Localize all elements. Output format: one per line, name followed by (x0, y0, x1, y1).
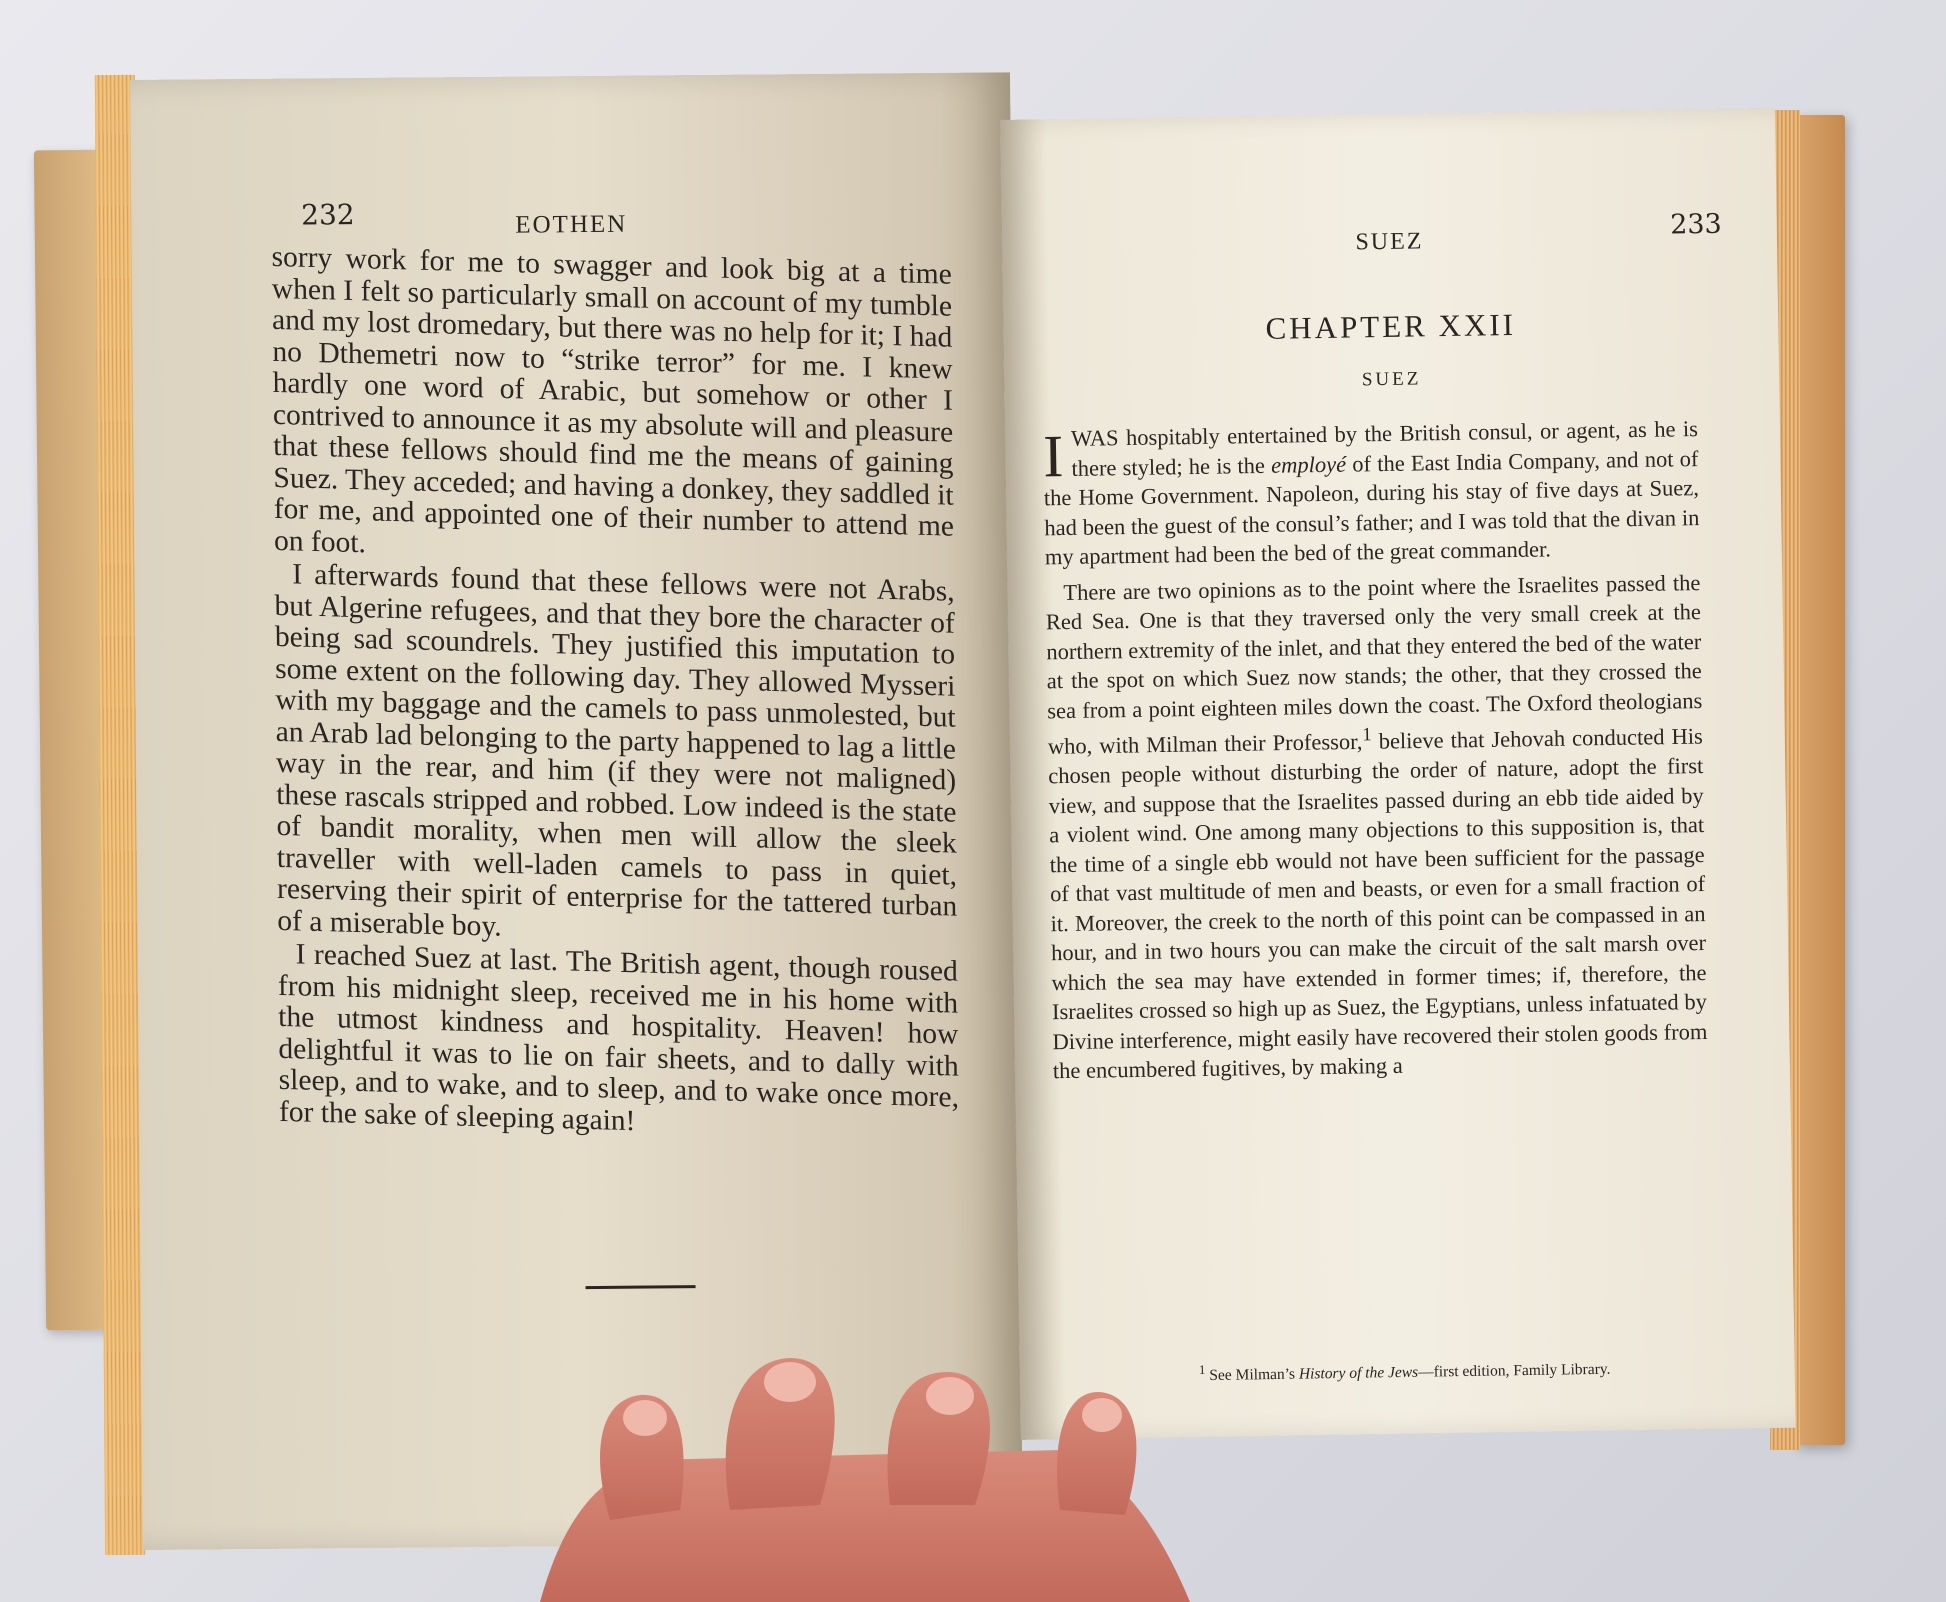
fingernail-2 (764, 1362, 816, 1402)
right-page-text (1043, 414, 1708, 1086)
left-page-text (271, 242, 959, 1146)
fingernail-4 (1082, 1398, 1122, 1432)
left-paragraph-3: I reached Suez at last. The British agent, though roused from his midnight sleep, received me in his home with the utmost kindness and hospitality. Heaven! how delightful it was to lie on fair sheets, and to dally with sleep, and to wake, and to sleep, and to wake once more, for the sake of sleeping again! (277, 938, 960, 1137)
book-front-cover-edge (1795, 115, 1845, 1445)
right-running-head: SUEZ (1355, 228, 1424, 256)
footnote: $^1$ See Milman’s History of the Jews—first edition, Family Library. (1198, 1360, 1611, 1385)
chapter-title: SUEZ (1361, 368, 1422, 391)
hand-holding-book (500, 1300, 1220, 1602)
left-paragraph-2: I afterwards found that these fellows were not Arabs, but Algerine refugees, and that they bore the character of being sad scoundrels. They justified this imputation to some extent on the following day. They allowed Mysseri with my baggage and the camels to pass unmolested, but an Arab lad belonging to the party happened to lag a little way in the rear, and him (if they were not maligned) these rascals stripped and robbed. Low indeed is the state of bandit morality, when men will allow the sleek traveller with well-laden camels to pass in quiet, reserving their spirit of enterprise for the tattered turban of a miserable boy. (274, 558, 958, 943)
fingernail-1 (623, 1400, 667, 1436)
chapter-end-rule (586, 1285, 696, 1289)
footnote-marker: 1 (1362, 724, 1372, 746)
right-page-number: 233 (1669, 208, 1722, 241)
drop-cap: I (1042, 423, 1064, 490)
chapter-heading: CHAPTER XXII (1265, 306, 1517, 346)
left-page-number: 232 (301, 198, 355, 232)
right-page (1000, 108, 1796, 1440)
left-paragraph-1: sorry work for me to swagger and look big at a time when I felt so particularly small on account of my tumble and my lost dromedary, but there was no help for it; I had no Dthemetri now to “strike terror” for me. I knew hardly one word of Arabic, but somehow or other I contrived to announce it as my absolute will and pleasure that these fellows should find me the means of gaining Suez. They acceded; and having a donkey, they saddled it for me, and appointed one of their number to attend me on foot. (271, 240, 955, 559)
left-running-head: EOTHEN (515, 210, 628, 239)
right-paragraph-2: There are two opinions as to the point where the Israelites passed the Red Sea. One is that they traversed only the very small creek at the northern extremity of the inlet, and that they entered the bed of the water at the spot on which Suez now stands; the other, that they crossed the sea from a point eighteen miles down the coast. The Oxford theologians who, with Milman their Professor,$^1$ believe that Jehovah conducted His chosen people without disturbing the order of nature, adopt the first view, and suppose that the Israelites passed during an ebb tide aided by a violent wind. One among many objections to this supposition is, that the time of a single ebb would not have been sufficient for the passage of that vast multitude of men and beasts, or even for a small fraction of it. Moreover, the creek to the north of this point can be compassed in an hour, and in two hours you can make the circuit of the salt marsh over which the sea may have extended in former times; if, therefore, the Israelites crossed so high up as Suez, the Egyptians, unless infatuated by Divine interference, might easily have recovered their stolen goods from the encumbered fugitives, by making a (1045, 569, 1708, 1084)
right-paragraph-1: IWAS hospitably entertained by the British consul, or agent, as he is there styled; he is the employé of the East India Company, and not of the Home Government. Napoleon, during his stay of five days at Suez, had been the guest of the consul’s father; and I was told that the divan in my apartment had been the bed of the great commander. (1042, 416, 1700, 570)
fingernail-3 (926, 1377, 974, 1415)
